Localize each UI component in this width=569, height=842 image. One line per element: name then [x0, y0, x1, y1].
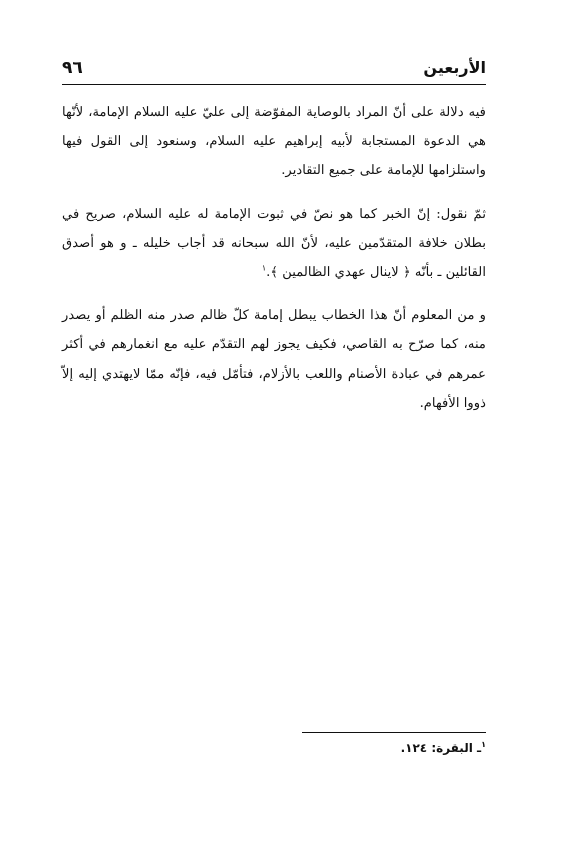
footnote [62, 741, 486, 755]
footnote-marker: ١ [481, 740, 486, 749]
paragraph-text: فيه دلالة على أنّ المراد بالوصاية المفوّضة إلى عليّ عليه السلام الإمامة، لأنّها هي الدعوة المستجابة لأبيه إبراهيم عليه السلام، وسنعود إلى القول فيها واستلزامها للإمامة على جميع التقادير. [62, 105, 486, 179]
paragraph-text: و من المعلوم أنّ هذا الخطاب يبطل إمامة كلّ ظالم صدر منه الظلم أو يصدر منه، كما صرّح به القاصي، فكيف يجوز لهم التقدّم عليه مع انغمارهم في أكثر عمرهم في عبادة الأصنام واللعب بالأزلام، فتأمّل فيه، فإنّه ممّا لايهتدي إليه إلاّ ذووا الأفهام. [62, 308, 486, 411]
running-header [62, 58, 486, 82]
paragraph [62, 98, 486, 186]
main-text [62, 98, 486, 432]
paragraph [62, 301, 486, 418]
header-title: الأربعين [423, 58, 486, 77]
paragraph [62, 200, 486, 288]
footnote-divider [302, 732, 486, 733]
footnote-reference[interactable]: ١ [261, 263, 267, 273]
header-divider [62, 84, 486, 85]
paragraph-text: ثمّ نقول: إنّ الخبر كما هو نصّ في ثبوت الإمامة له عليه السلام، صريح في بطلان خلافة المتقدّمين عليه، لأنّ الله سبحانه قد أجاب خليله ـ و هو أصدق القائلين ـ بأنّه ﴿ لاينال عهدي الظالمين ﴾. [62, 206, 486, 281]
page-number: ٩٦ [62, 58, 83, 78]
footnote-text: ـ البقرة: ١٢٤. [400, 741, 482, 755]
